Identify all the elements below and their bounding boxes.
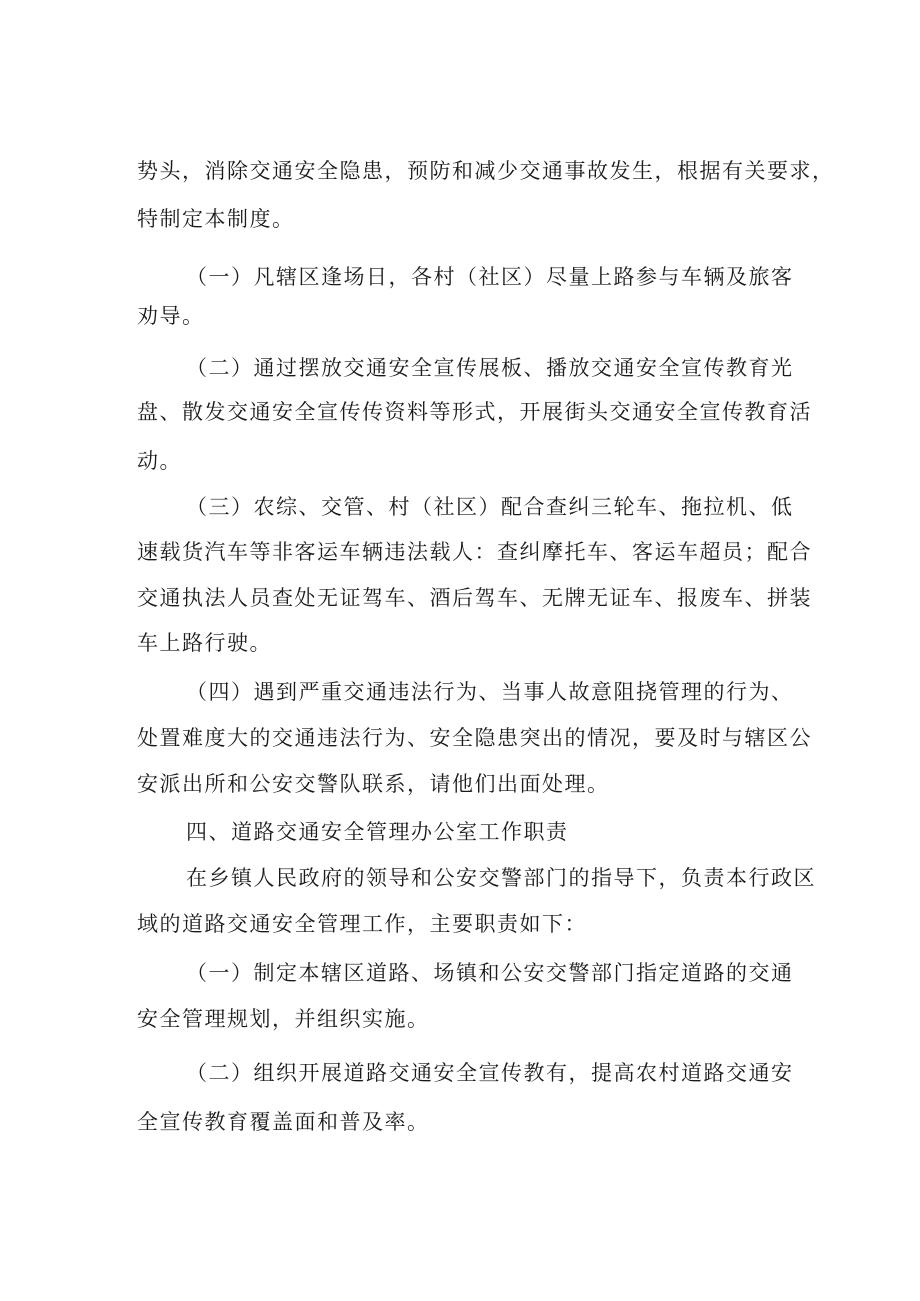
text-line-17: 域的道路交通安全管理工作，主要职责如下： xyxy=(137,912,587,936)
text-line-1: 势头，消除交通安全隐患，预防和减少交通事故发生，根据有关要求， xyxy=(137,159,835,183)
text-line-8: （三）农综、交管、村（社区）配合查纠三轮车、拖拉机、低 xyxy=(186,495,794,519)
text-line-20: （二）组织开展道路交通安全宣传教有，提高农村道路交通安 xyxy=(186,1061,794,1085)
text-line-18: （一）制定本辖区道路、场镇和公安交警部门指定道路的交通 xyxy=(186,961,794,985)
text-line-7: 动。 xyxy=(137,449,182,473)
text-line-16: 在乡镇人民政府的领导和公安交警部门的指导下，负责本行政区 xyxy=(186,866,816,890)
text-line-4: 劝导。 xyxy=(137,304,205,328)
text-line-19: 安全管理规划，并组织实施。 xyxy=(137,1007,430,1031)
text-line-10: 交通执法人员查处无证驾车、酒后驾车、无牌无证车、报废车、拼装 xyxy=(137,586,812,610)
text-line-13: 处置难度大的交通违法行为、安全隐患突出的情况，要及时与辖区公 xyxy=(137,726,812,750)
text-line-2: 特制定本制度。 xyxy=(137,207,295,231)
text-line-14: 安派出所和公安交警队联系，请他们出面处理。 xyxy=(137,772,610,796)
section-heading: 四、道路交通安全管理办公室工作职责 xyxy=(186,820,569,844)
text-line-21: 全宣传教育覆盖面和普及率。 xyxy=(137,1110,430,1134)
text-line-11: 车上路行驶。 xyxy=(137,631,272,655)
text-line-9: 速载货汽车等非客运车辆违法载人：查纠摩托车、客运车超员；配合 xyxy=(137,540,812,564)
text-line-5: （二）通过摆放交通安全宣传展板、播放交通安全宣传教育光 xyxy=(186,356,794,380)
text-line-6: 盘、散发交通安全宣传传资料等形式，开展街头交通安全宣传教育活 xyxy=(137,400,812,424)
text-line-3: （一）凡辖区逢场日，各村（社区）尽量上路参与车辆及旅客 xyxy=(186,265,794,289)
text-line-12: （四）遇到严重交通违法行为、当事人故意阻挠管理的行为、 xyxy=(186,680,794,704)
